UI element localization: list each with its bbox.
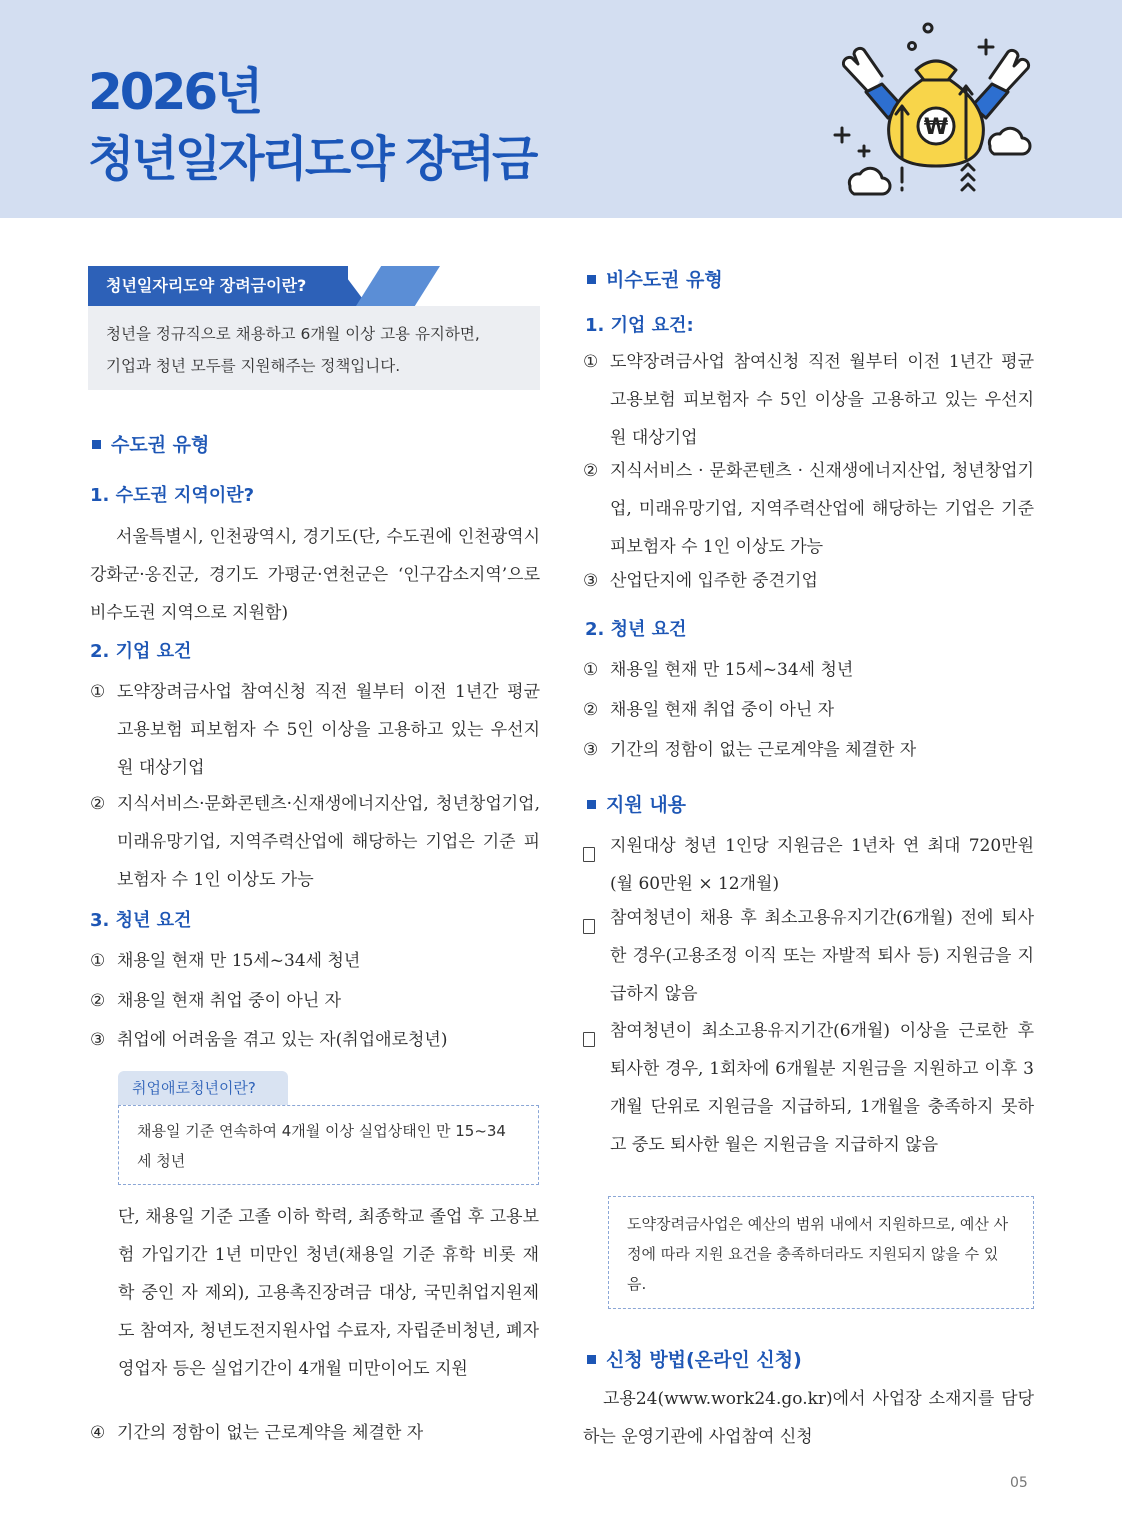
capital-region-text: 서울특별시, 인천광역시, 경기도(단, 수도권에 인천광역시 강화군·옹진군, 경기도 가평군·연천군은 ‘인구감소지역’으로 비수도권 지역으로 지원함) (90, 527, 540, 623)
noncapital-company-item-2: ② 지식서비스 · 문화콘텐츠 · 신재생에너지산업, 청년창업기업, 미래유망기업, 지역주력산업에 해당하는 기업은 기준 피보험자 수 1인 이상도 가능 (583, 461, 1034, 557)
tab-decoration-light (356, 266, 440, 306)
capital-youth-title: 3. 청년 요건 (90, 910, 192, 931)
bullet-square-icon (587, 800, 596, 809)
page-title: 청년일자리도약 장려금 (88, 131, 536, 187)
capital-youth-item-2: ② 채용일 현재 취업 중이 아닌 자 (90, 991, 342, 1011)
definition-tab-label: 청년일자리도약 장려금이란? (88, 266, 348, 306)
money-bag-illustration (830, 18, 1040, 203)
capital-note-text: 단, 채용일 기준 고졸 이하 학력, 최종학교 졸업 후 고용보험 가입기간 1년 미만인 청년(채용일 기준 휴학 비롯 재학 중인 자 제외), 고용촉진장려금 대상, 국민취업지원제도 참여자, 청년도전지원사업 수료자, 자립준비청년, 폐자영업자 등은 실업기간이 4개월 미만이어도 지원 (118, 1207, 539, 1379)
capital-company-item-2: ② 지식서비스·문화콘텐츠·신재생에너지산업, 청년창업기업, 미래유망기업, 지역주력산업에 해당하는 기업은 기준 피보험자 수 1인 이상도 가능 (90, 794, 540, 890)
definition-line-1: 청년을 정규직으로 채용하고 6개월 이상 고용 유지하면, (106, 325, 480, 343)
support-heading: 지원 내용 (585, 790, 686, 817)
hard-youth-box: 채용일 기준 연속하여 4개월 이상 실업상태인 만 15~34세 청년 (118, 1105, 539, 1185)
bullet-square-icon (587, 1355, 596, 1364)
noncapital-youth-item-3: ③ 기간의 정함이 없는 근로계약을 체결한 자 (583, 740, 917, 760)
support-item-1: 지원대상 청년 1인당 지원금은 1년차 연 최대 720만원(월 60만원 × 12개월) (583, 827, 1034, 903)
capital-heading: 수도권 유형 (90, 430, 209, 457)
budget-note-box: 도약장려금사업은 예산의 범위 내에서 지원하므로, 예산 사정에 따라 지원 요건을 충족하더라도 지원되지 않을 수 있음. (608, 1196, 1034, 1309)
apply-heading: 신청 방법(온라인 신청) (585, 1345, 802, 1372)
svg-text:₩: ₩ (923, 115, 949, 140)
support-item-3: 참여청년이 최소고용유지기간(6개월) 이상을 근로한 후 퇴사한 경우, 1회차에 6개월분 지원금을 지원하고 이후 3개월 단위로 지원금을 지급하되, 1개월을 충족하지 못하고 중도 퇴사한 월은 지원금을 지급하지 않음 (583, 1012, 1034, 1164)
noncapital-company-item-3: ③ 산업단지에 입주한 중견기업 (583, 571, 818, 591)
bullet-square-icon (92, 440, 101, 449)
capital-youth-item-3: ③ 취업에 어려움을 겪고 있는 자(취업애로청년) (90, 1030, 448, 1050)
document-icon (583, 919, 595, 934)
document-icon (583, 847, 595, 862)
noncapital-company-item-1: ① 도약장려금사업 참여신청 직전 월부터 이전 1년간 평균 고용보험 피보험자 수 5인 이상을 고용하고 있는 우선지원 대상기업 (583, 352, 1034, 448)
noncapital-youth-title: 2. 청년 요건 (585, 619, 687, 640)
apply-text: 고용24(www.work24.go.kr)에서 사업장 소재지를 담당하는 운영기관에 사업참여 신청 (583, 1389, 1034, 1447)
capital-region-title: 1. 수도권 지역이란? (90, 485, 255, 506)
noncapital-youth-item-2: ② 채용일 현재 취업 중이 아닌 자 (583, 700, 835, 720)
noncapital-youth-item-1: ① 채용일 현재 만 15세~34세 청년 (583, 660, 854, 680)
document-icon (583, 1032, 595, 1047)
page-title-year: 2026년 (88, 63, 261, 121)
noncapital-heading: 비수도권 유형 (585, 265, 723, 292)
hard-youth-tab: 취업애로청년이란? (118, 1071, 288, 1105)
page-number: 05 (1010, 1475, 1028, 1491)
capital-youth-item-4: ④ 기간의 정함이 없는 근로계약을 체결한 자 (90, 1423, 424, 1443)
definition-box (88, 306, 540, 390)
definition-tab (88, 266, 540, 306)
definition-line-2: 기업과 청년 모두를 지원해주는 정책입니다. (106, 357, 401, 375)
noncapital-company-title: 1. 기업 요건: (585, 315, 694, 336)
header-banner (0, 0, 1122, 218)
capital-company-item-1: ① 도약장려금사업 참여신청 직전 월부터 이전 1년간 평균 고용보험 피보험자 수 5인 이상을 고용하고 있는 우선지원 대상기업 (90, 682, 540, 778)
bullet-square-icon (587, 275, 596, 284)
support-item-2: 참여청년이 채용 후 최소고용유지기간(6개월) 전에 퇴사한 경우(고용조정 이직 또는 자발적 퇴사 등) 지원금을 지급하지 않음 (583, 899, 1034, 1013)
capital-youth-item-1: ① 채용일 현재 만 15세~34세 청년 (90, 951, 361, 971)
capital-company-title: 2. 기업 요건 (90, 641, 192, 662)
